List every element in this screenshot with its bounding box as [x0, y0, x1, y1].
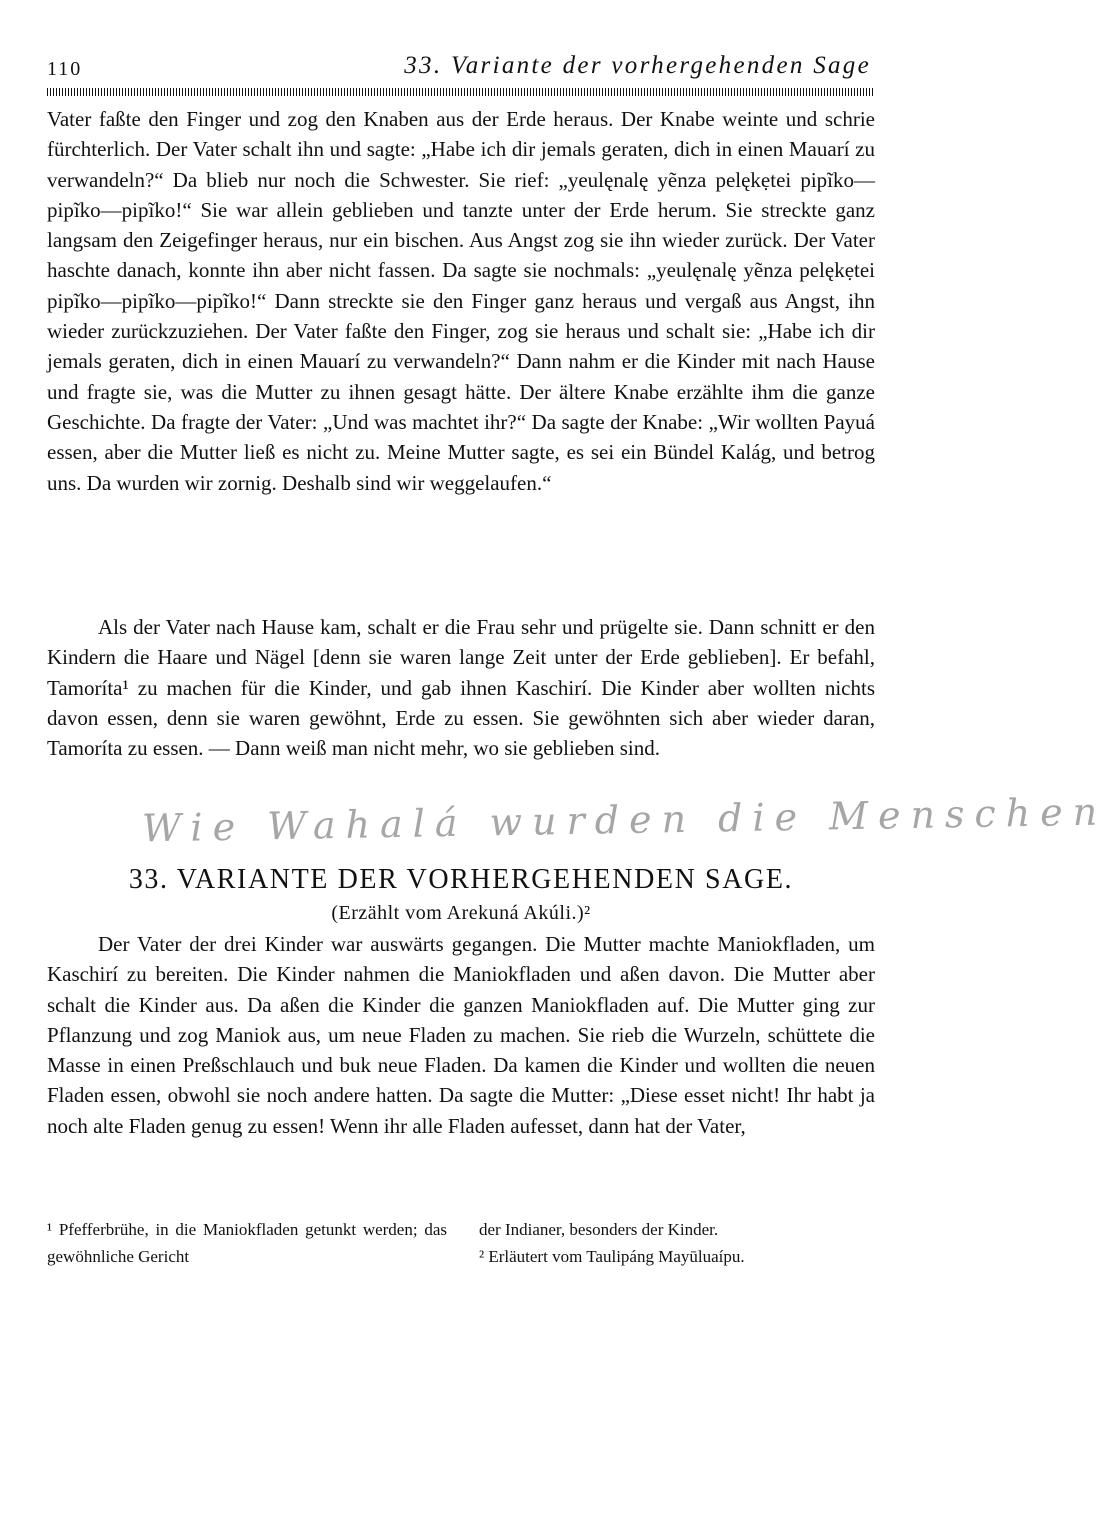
paragraph-3: Der Vater der drei Kinder war auswärts gegangen. Die Mutter machte Maniokfladen, um Kaschirí zu bereiten. Die Kinder nahmen die Maniokfladen und aßen davon. Die Mutter aber schalt die Kinder aus. Da aßen die Kinder die ganzen Maniokfladen auf. Die Mutter ging zur Pflanzung und zog Maniok aus, um neue Fladen zu machen. Sie rieb die Wurzeln, schüttete die Masse in einen Preßschlauch und buk neue Fladen. Da kamen die Kinder und wollten die neuen Fladen essen, obwohl sie noch andere hatten. Da sagte die Mutter: „Diese esset nicht! Ihr habt ja noch alte Fladen genug zu essen! Wenn ihr alle Fladen aufesset, dann hat der Vater, [47, 932, 875, 1138]
footnote-1-continuation: der Indianer, besonders der Kinder. [479, 1220, 719, 1239]
section-subtitle: (Erzählt vom Arekuná Akúli.)² [331, 902, 591, 924]
paragraph-2: Als der Vater nach Hause kam, schalt er die Frau sehr und prügelte sie. Dann schnitt er den Kindern die Haare und Nägel [denn sie waren lange Zeit unter der Erde geblieben]. Er befahl, Tamoríta¹ zu machen für die Kinder, und gab ihnen Kaschirí. Die Kinder aber wollten nichts davon essen, denn sie waren gewöhnt, Erde zu essen. Sie gewöhnten sich aber wieder daran, Tamoríta zu essen. — Dann weiß man nicht mehr, wo sie geblieben sind. [47, 615, 875, 761]
footnote-right-column [479, 1216, 875, 1270]
section-title: 33. VARIANTE DER VORHERGEHENDEN SAGE. [128, 864, 794, 895]
footnote-1: ¹ Pfefferbrühe, in die Maniokfladen getunkt werden; das gewöhnliche Gericht [47, 1220, 447, 1266]
handwritten-note: Wie Wahalá wurden die Menschen [141, 789, 1108, 851]
header-rule [47, 88, 875, 96]
page-number: 110 [47, 58, 83, 80]
footnote-2: ² Erläutert vom Taulipáng Mayūluaípu. [479, 1247, 745, 1266]
page-header [47, 52, 875, 86]
paragraph-1: Vater faßte den Finger und zog den Knaben aus der Erde heraus. Der Knabe weinte und schrie fürchterlich. Der Vater schalt ihn und sagte: „Habe ich dir jemals geraten, dich in einen Mauarí zu verwandeln?“ Da blieb nur noch die Schwester. Sie rief: „yeulęnalę yẽnza pelękẹtei pipĩko—pipĩko—pipĩko!“ Sie war allein geblieben und tanzte unter der Erde herum. Sie streckte ganz langsam den Zeigefinger heraus, nur ein bischen. Aus Angst zog sie ihn wieder zurück. Der Vater haschte danach, konnte ihn aber nicht fassen. Da sagte sie nochmals: „yeulęnalę yẽnza pelękẹtei pipĩko—pipĩko—pipĩko!“ Dann streckte sie den Finger ganz heraus und vergaß aus Angst, ihn wieder zurückzuziehen. Der Vater faßte den Finger, zog sie heraus und schalt sie: „Habe ich dir jemals geraten, dich in einen Mauarí zu verwandeln?“ Dann nahm er die Kinder mit nach Hause und fragte sie, was die Mutter zu ihnen gesagt hätte. Der ältere Knabe erzählte ihm die ganze Geschichte. Da fragte der Vater: „Und was machtet ihr?“ Da sagte der Knabe: „Wir wollten Payuá essen, aber die Mutter ließ es nicht zu. Meine Mutter sagte, es sei ein Bündel Kalág, und betrog uns. Da wurden wir zornig. Deshalb sind wir weggelaufen.“ [47, 107, 875, 495]
running-head: 33. Variante der vorhergehenden Sage [404, 52, 871, 79]
